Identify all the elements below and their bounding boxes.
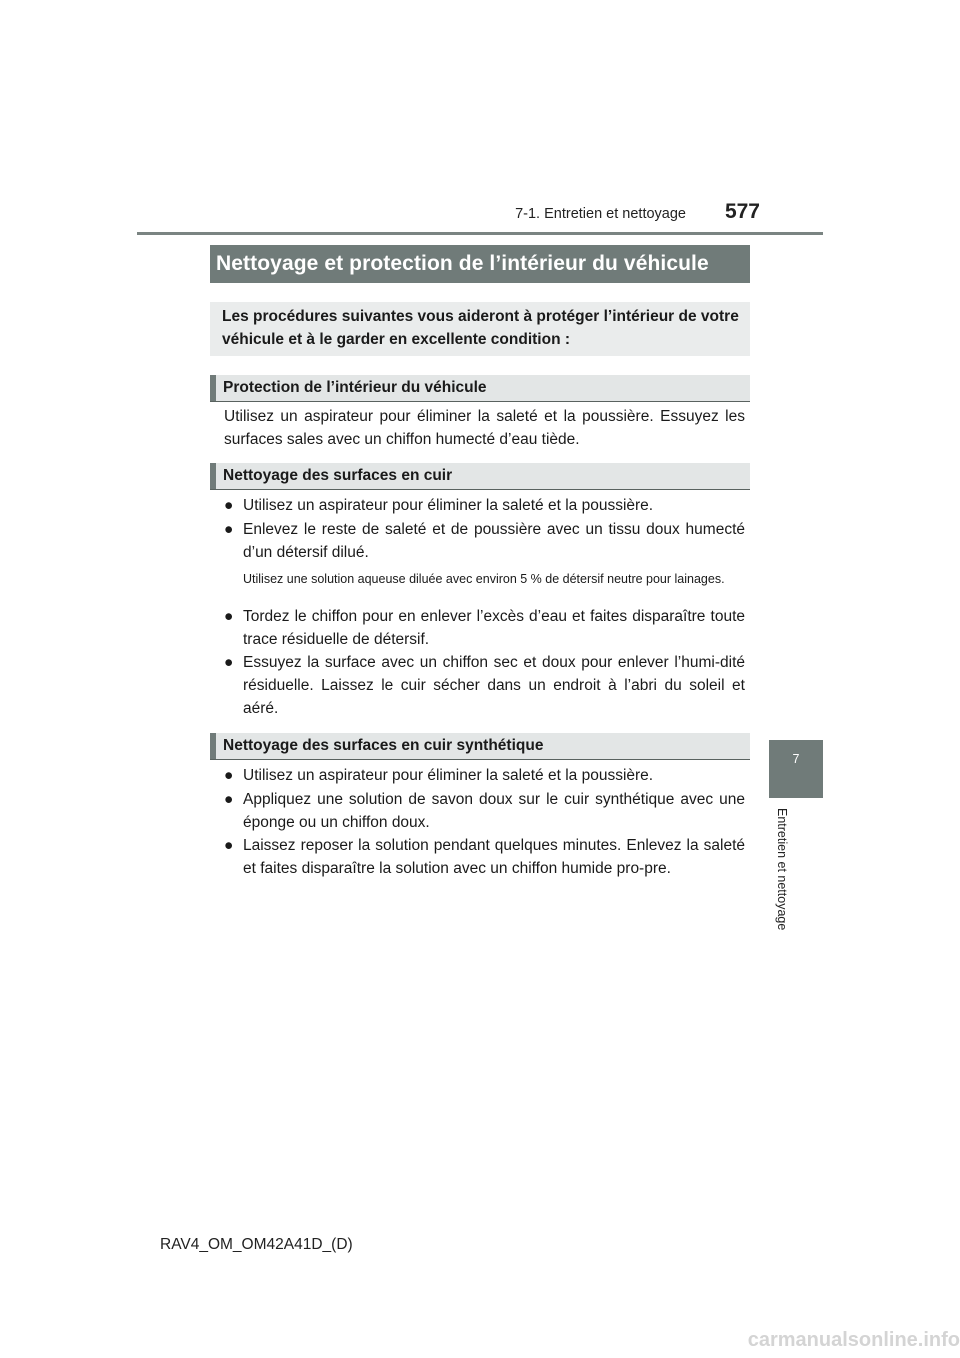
list-item-text: Laissez reposer la solution pendant quelques minutes. Enlevez la saleté et faites disparaître la solution avec un chiffon humide pro-pre. (243, 837, 745, 877)
list-item (224, 764, 745, 787)
page-number: 577 (724, 200, 760, 223)
list-item (224, 518, 745, 564)
subheading-synthetic-leather (210, 733, 750, 760)
subheading-bar (210, 733, 216, 759)
note-text: Utilisez une solution aqueuse diluée avec environ 5 % de détersif neutre pour lainages. (243, 572, 725, 586)
subheading-label: Nettoyage des surfaces en cuir (223, 467, 453, 484)
list-item-text: Essuyez la surface avec un chiffon sec et doux pour enlever l’humi-dité résiduelle. Laissez le cuir sécher dans un endroit à l’abri du soleil et aéré. (243, 654, 745, 717)
bullet-icon: ● (224, 837, 234, 854)
paragraph-protection: Utilisez un aspirateur pour éliminer la saleté et la poussière. Essuyez les surfaces sales avec un chiffon humecté d’eau tiède. (224, 408, 745, 448)
list-item-text: Utilisez un aspirateur pour éliminer la saleté et la poussière. (243, 767, 654, 784)
subheading-protection (210, 375, 750, 402)
watermark: carmanualsonline.info (747, 1329, 960, 1351)
bullet-icon: ● (224, 791, 234, 808)
header-rule (137, 232, 823, 235)
bullet-icon: ● (224, 521, 234, 538)
list-item (224, 494, 745, 517)
page-title: Nettoyage et protection de l’intérieur du véhicule (216, 252, 709, 275)
bullet-icon: ● (224, 767, 234, 784)
intro-text: Les procédures suivantes vous aideront à protéger l’intérieur de votre véhicule et à le garder en excellente condition : (222, 308, 739, 348)
list-item-text: Tordez le chiffon pour en enlever l’excès d’eau et faites disparaître toute trace résiduelle de détersif. (243, 608, 745, 648)
subheading-leather (210, 463, 750, 490)
section-header: 7-1. Entretien et nettoyage (515, 206, 686, 222)
list-item (224, 651, 745, 720)
chapter-label-text: Entretien et nettoyage (775, 808, 789, 931)
subheading-label: Nettoyage des surfaces en cuir synthétique (223, 737, 544, 754)
bullet-icon: ● (224, 497, 234, 514)
footer-code: RAV4_OM_OM42A41D_(D) (160, 1236, 353, 1253)
list-item (224, 788, 745, 834)
list-item-text: Appliquez une solution de savon doux sur le cuir synthétique avec une éponge ou un chiffon doux. (243, 791, 745, 831)
subheading-bar (210, 463, 216, 489)
chapter-number: 7 (792, 752, 800, 766)
list-item-text: Enlevez le reste de saleté et de poussière avec un tissu doux humecté d’un détersif dilué. (243, 521, 745, 561)
bullet-icon: ● (224, 654, 234, 671)
subheading-bar (210, 375, 216, 401)
list-item-text: Utilisez un aspirateur pour éliminer la saleté et la poussière. (243, 497, 654, 514)
list-item (224, 605, 745, 651)
bullet-icon: ● (224, 608, 234, 625)
subheading-label: Protection de l’intérieur du véhicule (223, 379, 487, 396)
chapter-tab (769, 740, 823, 798)
chapter-label (775, 808, 791, 950)
list-item (224, 834, 745, 880)
